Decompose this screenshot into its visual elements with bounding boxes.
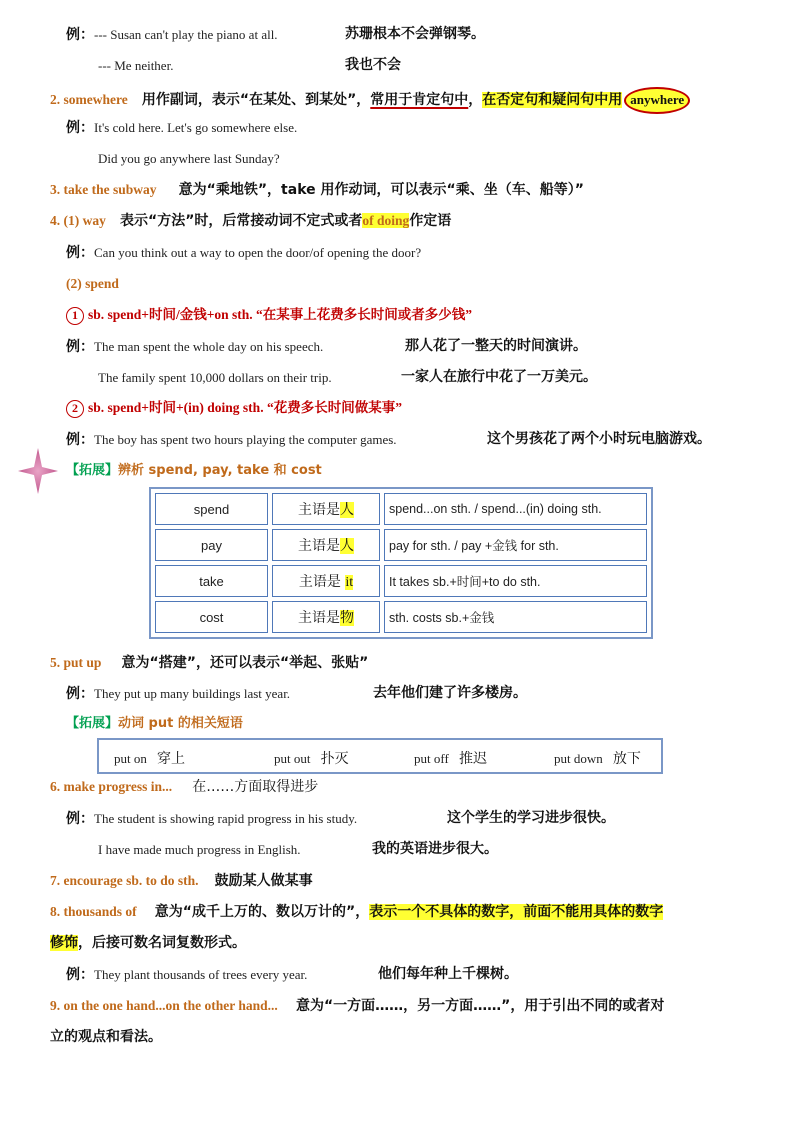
subject-highlight: 人 <box>340 538 354 554</box>
example-en: Can you think out a way to open the door/of opening the door? <box>94 245 422 260</box>
example-en: --- Susan can't play the piano at all. <box>94 27 278 42</box>
example-en: The man spent the whole day on his speech. <box>94 339 324 354</box>
item-text: ，后接可数名词复数形式。 <box>78 935 246 951</box>
phrase-item <box>114 748 185 768</box>
highlighted-text: 表示一个不具体的数字，前面不能用具体的数字 <box>369 904 664 920</box>
example-line <box>66 26 278 45</box>
extension-tag: 【拓展】 <box>66 716 119 731</box>
phrase-item <box>414 748 487 768</box>
circled-word-text: anywhere <box>630 92 685 107</box>
example-line <box>66 810 357 829</box>
highlighted-text: 在否定句和疑问句中用 <box>482 92 623 108</box>
phrase-item <box>274 748 349 768</box>
item-encourage <box>50 872 313 891</box>
subject-cell <box>272 565 380 597</box>
usage-cell: sth. costs sb.+金钱 <box>384 601 647 633</box>
item-text: ， <box>468 92 483 108</box>
table-row <box>155 493 647 525</box>
extension-heading <box>66 715 243 733</box>
item-text: 用作副词，表示“在某处、到某处”， <box>141 92 371 108</box>
phrase-zh: 穿上 <box>157 751 186 767</box>
item-text: 意为“成千上万的、数以万计的”， <box>154 904 370 920</box>
item-text: 立的观点和看法。 <box>50 1029 162 1045</box>
item-head: 2. somewhere <box>50 92 128 107</box>
item-thousands-of-cont <box>50 934 246 953</box>
phrase-en: put out <box>274 751 311 766</box>
item-head: 3. take the subway <box>50 182 157 197</box>
extension-tag: 【拓展】 <box>66 463 119 478</box>
example-en: The boy has spent two hours playing the computer games. <box>94 432 397 447</box>
subject-text: 主语是 <box>298 538 340 554</box>
subject-cell <box>272 529 380 561</box>
table-row <box>155 565 647 597</box>
example-line <box>66 119 297 138</box>
item-thousands-of <box>50 903 663 922</box>
example-line <box>66 431 397 450</box>
item-text: 作定语 <box>409 213 452 229</box>
circled-word <box>624 87 690 114</box>
item-head: 5. put up <box>50 655 102 670</box>
spend-usage-1 <box>66 306 472 325</box>
extension-title: 辨析 spend, pay, take 和 cost <box>118 463 322 478</box>
example-zh: 我也不会 <box>345 57 401 73</box>
example-en: They put up many buildings last year. <box>94 686 291 701</box>
example-en: The family spent 10,000 dollars on their trip. <box>98 370 332 385</box>
example-label: 例： <box>66 245 94 261</box>
example-en: It's cold here. Let's go somewhere else. <box>94 120 298 135</box>
item-text: 表示“方法”时，后常接动词不定式或者 <box>120 213 363 229</box>
circled-number: 2 <box>66 400 84 418</box>
sub-head-spend: (2) spend <box>66 276 119 291</box>
subject-cell <box>272 601 380 633</box>
extension-title: 动词 put 的相关短语 <box>118 716 243 731</box>
item-text: 在……方面取得进步 <box>192 779 319 795</box>
spend-usage-2 <box>66 399 402 418</box>
item-head: 4. (1) way <box>50 213 106 228</box>
highlighted-text: of doing <box>362 213 410 228</box>
example-zh: 苏珊根本不会弹钢琴。 <box>345 26 485 42</box>
comparison-table <box>149 487 653 639</box>
verb-cell: spend <box>155 493 268 525</box>
item-text: 意为“乘地铁”，take 用作动词，可以表示“乘、坐（车、船等）” <box>178 182 584 198</box>
example-en: They plant thousands of trees every year. <box>94 967 308 982</box>
item-head: 7. encourage sb. to do sth. <box>50 873 199 888</box>
verb-cell: cost <box>155 601 268 633</box>
phrase-en: put on <box>114 751 147 766</box>
highlighted-text: 修饰 <box>50 935 78 951</box>
subject-text: 主语是 <box>298 574 346 590</box>
usage-cell: It takes sb.+时间+to do sth. <box>384 565 647 597</box>
usage-cell: spend...on sth. / spend...(in) doing sth. <box>384 493 647 525</box>
example-label: 例： <box>66 339 94 355</box>
example-zh: 去年他们建了许多楼房。 <box>373 685 527 701</box>
example-line <box>66 244 421 263</box>
example-label: 例： <box>66 432 94 448</box>
example-label: 例： <box>66 967 94 983</box>
item-one-hand <box>50 997 664 1016</box>
example-zh: 一家人在旅行中花了一万美元。 <box>401 369 597 385</box>
subject-highlight: 物 <box>340 610 354 626</box>
item-take-subway <box>50 181 584 200</box>
phrase-en: put off <box>414 751 449 766</box>
item-head: 9. on the one hand...on the other hand... <box>50 998 278 1013</box>
item-way <box>50 212 451 231</box>
item-make-progress <box>50 778 318 797</box>
example-en: Did you go anywhere last Sunday? <box>98 151 280 166</box>
example-zh: 这个学生的学习进步很快。 <box>447 810 615 826</box>
subject-text: 主语是 <box>298 610 340 626</box>
put-phrases-box <box>97 738 663 774</box>
subject-cell <box>272 493 380 525</box>
item-somewhere <box>50 87 690 114</box>
example-en: I have made much progress in English. <box>98 842 301 857</box>
example-label: 例： <box>66 27 94 43</box>
phrase-zh: 放下 <box>612 751 641 767</box>
example-label: 例： <box>66 811 94 827</box>
example-zh: 那人花了一整天的时间演讲。 <box>405 338 587 354</box>
table-row <box>155 601 647 633</box>
item-head: 8. thousands of <box>50 904 137 919</box>
item-text: 鼓励某人做某事 <box>214 873 313 889</box>
extension-heading <box>66 462 322 480</box>
phrase-zh: 推迟 <box>458 751 487 767</box>
underlined-text: 常用于肯定句中 <box>370 92 469 108</box>
usage-text: sb. spend+时间/金钱+on sth. “在某事上花费多长时间或者多少钱” <box>88 307 473 322</box>
example-line <box>66 966 307 985</box>
example-zh: 我的英语进步很大。 <box>372 841 498 857</box>
usage-text: sb. spend+时间+(in) doing sth. “花费多长时间做某事” <box>88 400 402 415</box>
item-text: 意为“一方面……，另一方面……”，用于引出不同的或者对 <box>295 998 665 1014</box>
example-zh: 这个男孩花了两个小时玩电脑游戏。 <box>487 431 711 447</box>
subject-highlight: 人 <box>340 502 354 518</box>
table-row <box>155 529 647 561</box>
phrase-item <box>554 748 641 768</box>
phrase-zh: 扑灭 <box>320 751 349 767</box>
usage-cell: pay for sth. / pay +金钱 for sth. <box>384 529 647 561</box>
verb-cell: pay <box>155 529 268 561</box>
example-en: The student is showing rapid progress in his study. <box>94 811 358 826</box>
example-line <box>66 685 290 704</box>
sparkle-icon <box>16 446 60 496</box>
verb-cell: take <box>155 565 268 597</box>
subject-highlight: it <box>345 575 354 590</box>
example-en: --- Me neither. <box>98 58 174 73</box>
example-line <box>66 338 323 357</box>
example-label: 例： <box>66 120 94 136</box>
example-label: 例： <box>66 686 94 702</box>
item-text: 意为“搭建”，还可以表示“举起、张贴” <box>121 655 369 671</box>
circled-number: 1 <box>66 307 84 325</box>
phrase-en: put down <box>554 751 603 766</box>
item-put-up <box>50 654 368 673</box>
example-zh: 他们每年种上千棵树。 <box>378 966 518 982</box>
subject-text: 主语是 <box>298 502 340 518</box>
item-head: 6. make progress in... <box>50 779 173 794</box>
